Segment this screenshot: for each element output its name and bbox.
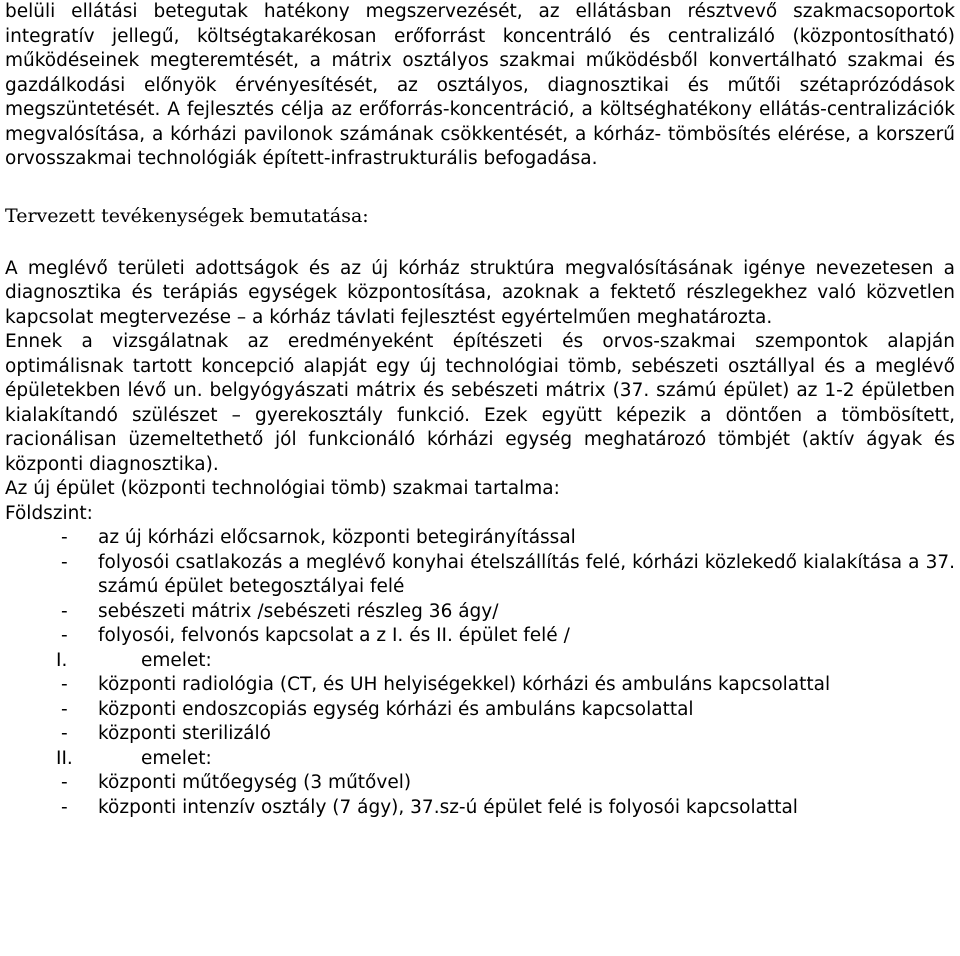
list-item — [5, 771, 955, 796]
second-floor-number: II. — [56, 747, 73, 769]
second-floor-label — [5, 747, 955, 772]
dash-marker: - — [61, 723, 68, 744]
dash-marker: - — [61, 625, 68, 646]
list-item — [5, 624, 955, 649]
paragraph-concept: Ennek a vizsgálatnak az eredményeként építészeti és orvos-szakmai szempontok alapján optimálisnak tartott koncepció alapját egy új technológiai tömb, sebészeti osztállyal és a meglévő épületekben lévő un. belgyógyászati mátrix és sebészeti mátrix (37. számú épület) az 1-2 épületben kialakítandó szülészet – gyerekosztály funkció. Ezek együtt képezik a döntően a tömbösített, racionálisan üzemeltethető jól funkcionáló kórházi egység meghatározó tömbjét (aktív ágyak és központi diagnosztika). — [5, 331, 955, 475]
list-item-text: központi sterilizáló — [98, 723, 271, 744]
dash-marker: - — [61, 600, 68, 622]
second-floor-text: emelet: — [141, 747, 212, 769]
list-item — [5, 722, 955, 747]
list-item-text: központi intenzív osztály (7 ágy), 37.sz-ú épület felé is folyosói kapcsolattal — [98, 796, 798, 818]
ground-floor-label: Földszint: — [5, 502, 93, 524]
first-floor-list — [5, 673, 955, 747]
dash-marker: - — [61, 772, 68, 793]
dash-marker: - — [61, 674, 68, 695]
list-item — [5, 551, 955, 600]
list-item — [5, 673, 955, 698]
ground-floor-list — [5, 526, 955, 649]
list-item-text: központi radiológia (CT, és UH helyiségekkel) kórházi és ambuláns kapcsolattal — [98, 674, 831, 695]
list-item-text: sebészeti mátrix /sebészeti részleg 36 ágy/ — [98, 600, 499, 622]
list-item-text: központi műtőegység (3 műtővel) — [98, 772, 412, 793]
first-floor-text: emelet: — [141, 649, 212, 671]
list-item-text: az új kórházi előcsarnok, központi betegirányítással — [98, 527, 576, 548]
section-heading: Tervezett tevékenységek bemutatása: — [5, 204, 369, 227]
list-item-text: központi endoszcopiás egység kórházi és ambuláns kapcsolattal — [98, 698, 694, 720]
list-item — [5, 698, 955, 723]
dash-marker: - — [61, 698, 68, 720]
second-floor-list — [5, 771, 955, 820]
first-floor-number: I. — [56, 649, 68, 671]
intro-paragraph: belüli ellátási betegutak hatékony megszervezését, az ellátásban résztvevő szakmacsoportok integratív jellegű, költségtakarékosan erőforrást koncentráló és centralizáló (központosítható) működéseinek megteremtését, a mátrix osztályos szakmai működésből konvertálható szakmai és gazdálkodási előnyök érvényesítését, az osztályos, diagnosztikai és műtői szétaprózódások megszüntetését. A fejlesztés célja az erőforrás-koncentráció, a költséghatékony ellátás-centralizációk megvalósítása, a kórházi pavilonok számának csökkentését, a kórház- tömbösítés elérése, a korszerű orvosszakmai technológiák épített-infrastrukturális befogadása. — [5, 1, 955, 169]
dash-marker: - — [61, 551, 68, 573]
first-floor-label — [5, 649, 955, 674]
paragraph-requirements: A meglévő területi adottságok és az új kórház struktúra megvalósításának igénye nevezetesen a diagnosztika és terápiás egységek központosítása, azoknak a fektető részlegekhez való közvetlen kapcsolat megtervezése – a kórház távlati fejlesztést egyértelműen meghatározta. — [5, 257, 955, 328]
dash-marker: - — [61, 796, 68, 818]
dash-marker: - — [61, 527, 68, 548]
list-item-text: folyosói csatlakozás a meglévő konyhai ételszállítás felé, kórházi közlekedő kialakítása a 37. számú épület betegosztályai felé — [98, 551, 955, 597]
list-item-text: folyosói, felvonós kapcsolat a z I. és II. épület felé / — [98, 625, 570, 646]
building-content-heading: Az új épület (központi technológiai tömb) szakmai tartalma: — [5, 478, 560, 499]
list-item — [5, 600, 955, 625]
list-item — [5, 526, 955, 551]
list-item — [5, 796, 955, 821]
